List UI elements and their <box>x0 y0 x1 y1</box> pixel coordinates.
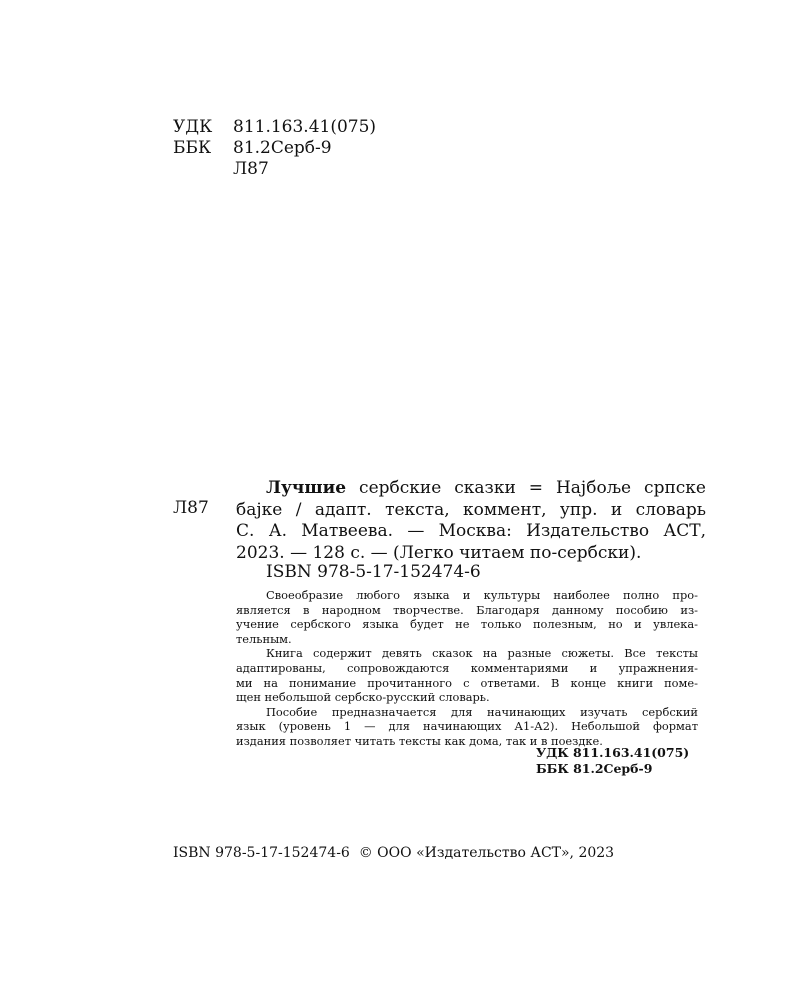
bbk-label: ББК <box>173 138 212 158</box>
record-line-1 <box>236 478 706 500</box>
annotation-paragraph-2 <box>236 646 698 704</box>
annotation-paragraph-3 <box>236 705 698 749</box>
annotation-line: щен небольшой сербско-русский словарь. <box>236 690 490 705</box>
author-sign-row <box>173 159 376 180</box>
record-line-3: С. А. Матвеева. — Москва: Издательство АСТ, <box>236 521 706 541</box>
bbk-row <box>173 138 376 159</box>
bottom-udk: УДК 811.163.41(075) <box>536 745 690 760</box>
record-line-4: 2023. — 128 с. — (Легко читаем по-сербски). <box>236 542 642 563</box>
record-isbn: ISBN 978-5-17-152474-6 <box>266 562 481 582</box>
annotation-line: адаптированы, сопровождаются комментариями и упражнения- <box>236 660 698 675</box>
annotation <box>236 588 698 749</box>
udk-label: УДК <box>173 117 213 137</box>
annotation-line: учение сербского языка будет не только полезным, но и увлека- <box>236 617 698 632</box>
classification-codes <box>173 117 376 180</box>
author-sign-top: Л87 <box>233 159 269 179</box>
record-title-bold: Лучшие <box>266 478 347 498</box>
bottom-bbk: ББК 81.2Серб-9 <box>536 761 653 776</box>
record-line-2: бајке / адапт. текста, коммент, упр. и словарь <box>236 499 706 520</box>
footer-line <box>173 845 614 861</box>
annotation-line: Своеобразие любого языка и культуры наиболее полно про- <box>266 588 698 602</box>
record-line-1-rest: сербские сказки = Најбоље српске <box>359 478 706 498</box>
annotation-line: Пособие предназначается для начинающих изучать сербский <box>266 704 698 719</box>
footer-isbn: ISBN 978-5-17-152474-6 <box>173 845 350 861</box>
bbk-value: 81.2Серб-9 <box>233 138 332 158</box>
annotation-line: язык (уровень 1 — для начинающих А1-А2). Небольшой формат <box>236 719 698 734</box>
author-sign: Л87 <box>173 498 209 518</box>
annotation-line: Книга содержит девять сказок на разные сюжеты. Все тексты <box>266 646 698 661</box>
annotation-paragraph-1 <box>236 588 698 646</box>
bottom-classification <box>536 745 689 777</box>
footer-copyright: © ООО «Издательство АСТ», 2023 <box>358 845 615 861</box>
udk-row <box>173 117 376 138</box>
annotation-line: тельным. <box>236 631 292 646</box>
annotation-line: ми на понимание прочитанного с ответами. В конце книги поме- <box>236 675 698 690</box>
annotation-line: является в народном творчестве. Благодаря данному пособию из- <box>236 602 698 617</box>
annotation-line: издания позволяет читать тексты как дома, так и в поездке. <box>236 733 603 748</box>
bibliographic-record <box>236 478 706 564</box>
udk-value: 811.163.41(075) <box>233 117 377 137</box>
